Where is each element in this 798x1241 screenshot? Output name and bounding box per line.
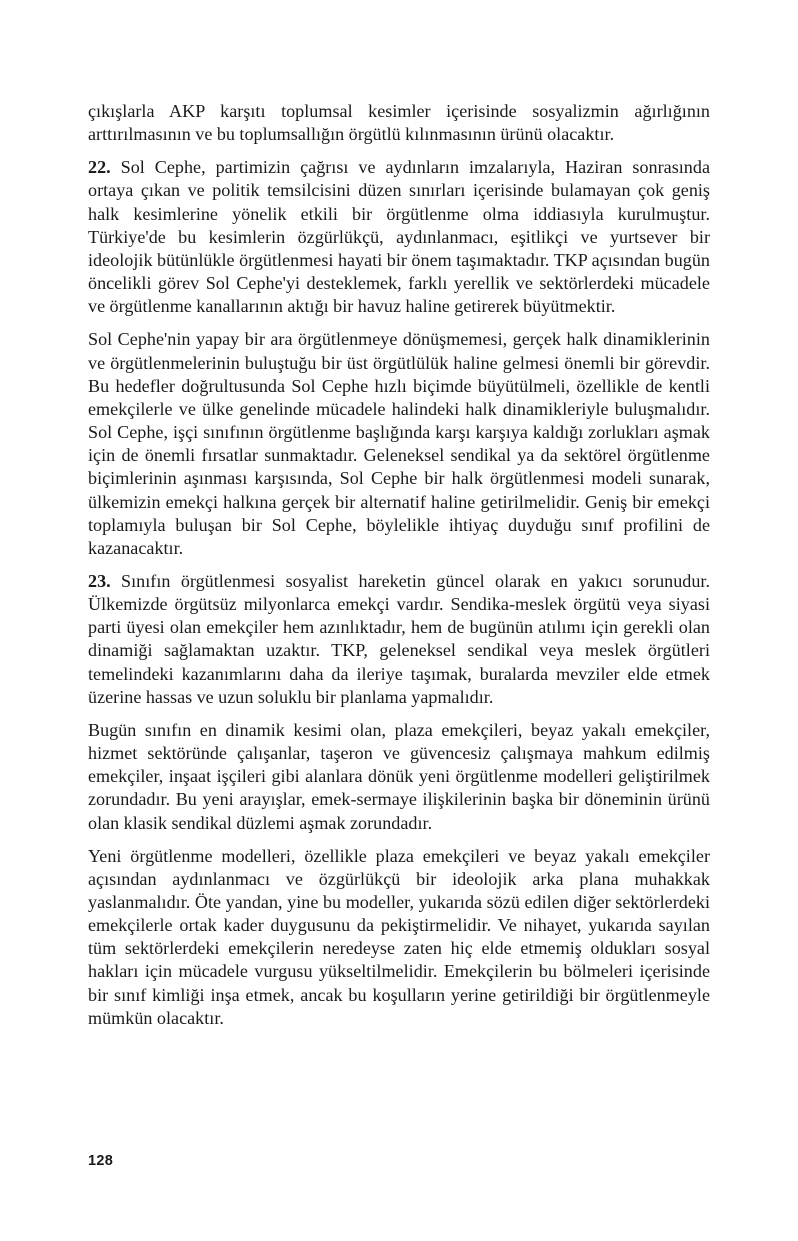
paragraph-23-cont-1 — [88, 719, 710, 835]
paragraph-text: Sol Cephe'nin yapay bir ara örgütlenmeye dönüşmemesi, gerçek halk dinamiklerinin ve örgütlenmelerinin buluştuğu bir üst örgütlülük haline gelmesi önemli bir görevdir. Bu hedefler doğrultusunda Sol Cephe hızlı biçimde büyütülmeli, özellikle de kentli emekçilerle ve ülke genelinde mücadele halindeki halk dinamikleriyle buluşmalıdır. Sol Cephe, işçi sınıfının örgütlenme başlığında karşı karşıya kaldığı zorlukları aşmak için de önemli fırsatlar sunmaktadır. Geleneksel sendikal ya da sektörel örgütlenme biçimlerinin aşınması karşısında, Sol Cephe bir halk örgütlenmesi modeli sunarak, ülkemizin emekçi halkına gerçek bir alternatif haline getirilmelidir. Geniş bir emekçi toplamıyla buluşan bir Sol Cephe, böylelikle ihtiyaç duyduğu sınıf profilini de kazanacaktır. — [88, 329, 710, 558]
paragraph-text: çıkışlarla AKP karşıtı toplumsal kesimler içerisinde sosyalizmin ağırlığının arttırılmasının ve bu toplumsallığın örgütlü kılınmasının ürünü olacaktır. — [88, 101, 710, 145]
paragraph-22 — [88, 156, 710, 318]
paragraph-continuation — [88, 100, 710, 146]
paragraph-23-cont-2 — [88, 845, 710, 1030]
paragraph-text: Yeni örgütlenme modelleri, özellikle plaza emekçileri ve beyaz yakalı emekçiler açısından aydınlanmacı ve özgürlükçü bir ideolojik arka plana muhakkak yaslanmalıdır. Öte yandan, yine bu modeller, yukarıda sözü edilen diğer sektörlerdeki emekçilerle ortak kader duygusunu da pekiştirmelidir. Ve nihayet, yukarıda sayılan tüm sektörlerdeki emekçilerin neredeyse zaten hiç elde etmemiş oldukları sosyal hakları için mücadele vurgusu yükseltilmelidir. Emekçilerin bu bölmeleri içerisinde bir sınıf kimliği inşa etmek, ancak bu koşulların yerine getirildiği bir örgütlenmeyle mümkün olacaktır. — [88, 845, 710, 1028]
page-number: 128 — [88, 1153, 114, 1169]
paragraph-number: 23. — [88, 570, 122, 591]
paragraph-text: Sol Cephe, partimizin çağrısı ve aydınların imzalarıyla, Haziran sonrasında ortaya çıkan ve politik temsilcisini düzen sınırları içerisinde bulamayan çok geniş halk kesimlerine yönelik etkili bir örgütlenme olma iddiasıyla kurulmuştur. Türkiye'de bu kesimlerin özgürlükçü, aydınlanmacı, eşitlikçi ve yurtsever bir ideolojik bütünlükle örgütlenmesi hayati bir önem taşımaktadır. TKP açısından bugün öncelikli görev Sol Cephe'yi desteklemek, farklı yerellik ve sektörlerdeki mücadele ve örgütlenme kanallarının aktığı bir havuz haline getirerek büyütmektir. — [88, 157, 710, 317]
paragraph-text: Bugün sınıfın en dinamik kesimi olan, plaza emekçileri, beyaz yakalı emekçiler, hizmet sektöründe çalışanlar, taşeron ve güvencesiz çalışmaya mahkum edilmiş emekçiler, inşaat işçileri gibi alanlara dönük yeni örgütlenme modelleri geliştirilmek zorundadır. Bu yeni arayışlar, emek-sermaye ilişkilerinin başka bir döneminin ürünü olan klasik sendikal düzlemi aşmak zorundadır. — [88, 719, 710, 833]
paragraph-text: Sınıfın örgütlenmesi sosyalist hareketin güncel olarak en yakıcı sorunudur. Ülkemizde örgütsüz milyonlarca emekçi vardır. Sendika-meslek örgütü veya siyasi parti üyesi olan emekçiler hem azınlıktadır, hem de bugünün atılımı için gerekli olan dinamiği sağlamaktan uzaktır. TKP, geleneksel sendikal veya meslek örgütleri temelindeki kazanımlarını daha da ileriye taşımak, buralarda mevziler elde etmek üzerine hassas ve uzun soluklu bir planlama yapmalıdır. — [88, 570, 710, 707]
paragraph-23 — [88, 570, 710, 709]
page-footer — [88, 1152, 710, 1170]
page-body-text — [88, 100, 710, 1030]
paragraph-number: 22. — [88, 157, 121, 178]
paragraph-22-cont — [88, 328, 710, 560]
